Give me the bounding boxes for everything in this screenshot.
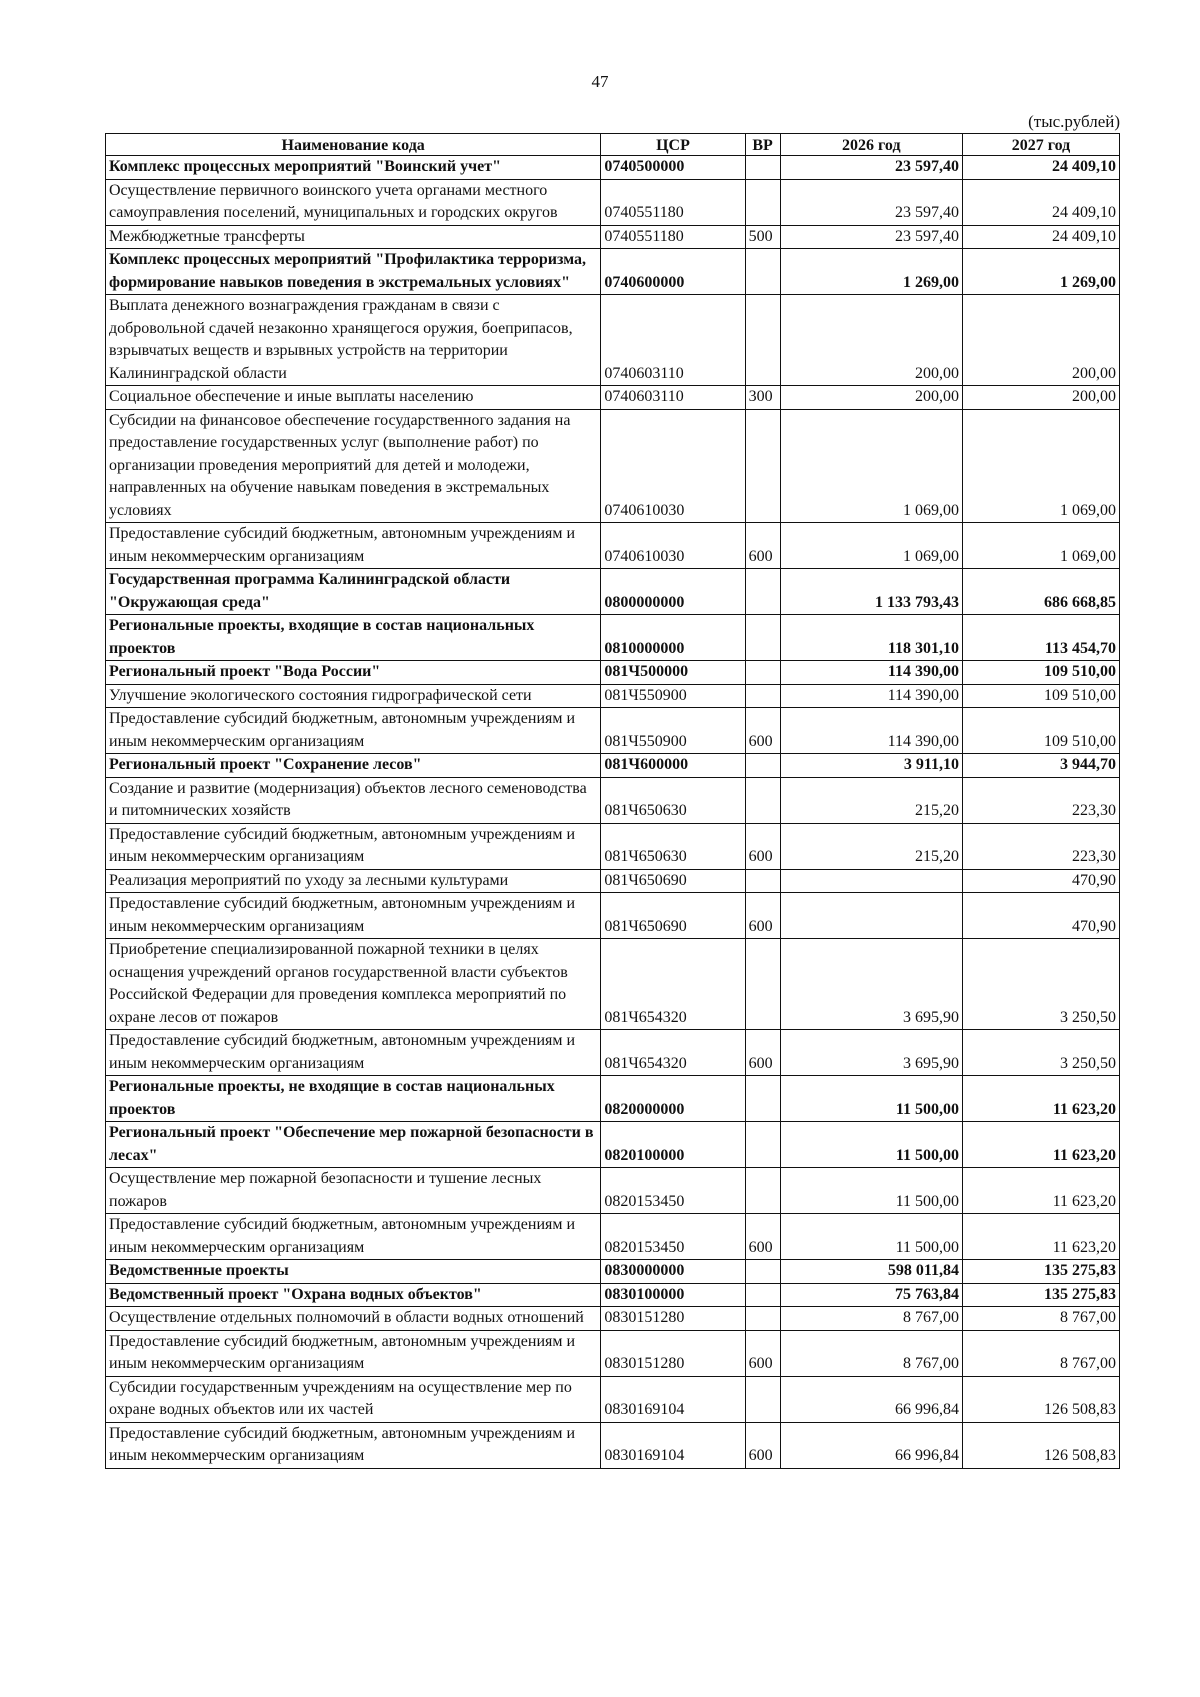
row-2027-cell: 223,30	[963, 823, 1120, 869]
row-2027-cell: 11 623,20	[963, 1168, 1120, 1214]
row-2027-cell: 200,00	[963, 386, 1120, 410]
row-2026-cell: 1 133 793,43	[780, 569, 962, 615]
row-name-cell: Предоставление субсидий бюджетным, автономным учреждениям и иным некоммерческим организациям	[106, 1330, 601, 1376]
table-row	[106, 777, 1120, 823]
row-vr-cell: 600	[745, 1422, 780, 1468]
row-2027-cell: 8 767,00	[963, 1307, 1120, 1331]
row-vr-cell	[745, 939, 780, 1030]
row-name-cell: Региональные проекты, не входящие в состав национальных проектов	[106, 1076, 601, 1122]
row-name-cell: Субсидии государственным учреждениям на осуществление мер по охране водных объектов или их частей	[106, 1376, 601, 1422]
row-2027-cell: 470,90	[963, 893, 1120, 939]
row-2027-cell: 24 409,10	[963, 225, 1120, 249]
row-csr-cell: 0800000000	[601, 569, 745, 615]
row-csr-cell: 0820000000	[601, 1076, 745, 1122]
row-2026-cell: 75 763,84	[780, 1283, 962, 1307]
row-name-cell: Предоставление субсидий бюджетным, автономным учреждениям и иным некоммерческим организациям	[106, 823, 601, 869]
table-row	[106, 869, 1120, 893]
row-vr-cell	[745, 869, 780, 893]
row-name-cell: Предоставление субсидий бюджетным, автономным учреждениям и иным некоммерческим организациям	[106, 1214, 601, 1260]
row-csr-cell: 0830151280	[601, 1330, 745, 1376]
row-name-cell: Приобретение специализированной пожарной техники в целях оснащения учреждений органов государственной власти субъектов Российской Федерации для проведения комплекса мероприятий по охране лесов от пожаров	[106, 939, 601, 1030]
row-csr-cell: 0820100000	[601, 1122, 745, 1168]
row-name-cell: Реализация мероприятий по уходу за лесными культурами	[106, 869, 601, 893]
row-vr-cell	[745, 777, 780, 823]
table-row	[106, 615, 1120, 661]
row-2026-cell: 8 767,00	[780, 1307, 962, 1331]
row-name-cell: Региональный проект "Обеспечение мер пожарной безопасности в лесах"	[106, 1122, 601, 1168]
table-row	[106, 708, 1120, 754]
row-vr-cell	[745, 1283, 780, 1307]
row-csr-cell: 0810000000	[601, 615, 745, 661]
row-csr-cell: 081Ч650630	[601, 777, 745, 823]
row-2026-cell: 1 269,00	[780, 249, 962, 295]
row-vr-cell: 600	[745, 893, 780, 939]
row-2027-cell: 135 275,83	[963, 1260, 1120, 1284]
row-2026-cell: 3 695,90	[780, 1030, 962, 1076]
row-csr-cell: 0740500000	[601, 156, 745, 180]
table-row	[106, 1422, 1120, 1468]
row-name-cell: Региональный проект "Сохранение лесов"	[106, 754, 601, 778]
row-vr-cell	[745, 1168, 780, 1214]
row-2026-cell: 200,00	[780, 295, 962, 386]
row-2026-cell: 3 911,10	[780, 754, 962, 778]
table-row	[106, 1030, 1120, 1076]
row-csr-cell: 0830151280	[601, 1307, 745, 1331]
row-vr-cell: 600	[745, 823, 780, 869]
row-name-cell: Выплата денежного вознаграждения гражданам в связи с добровольной сдачей незаконно хранящегося оружия, боеприпасов, взрывчатых веществ и взрывных устройств на территории Калининградской области	[106, 295, 601, 386]
table-row	[106, 893, 1120, 939]
row-vr-cell: 500	[745, 225, 780, 249]
row-name-cell: Социальное обеспечение и иные выплаты населению	[106, 386, 601, 410]
row-2026-cell: 598 011,84	[780, 1260, 962, 1284]
row-csr-cell: 081Ч650630	[601, 823, 745, 869]
row-2026-cell	[780, 893, 962, 939]
row-csr-cell: 081Ч550900	[601, 708, 745, 754]
row-name-cell: Ведомственные проекты	[106, 1260, 601, 1284]
row-name-cell: Государственная программа Калининградской области "Окружающая среда"	[106, 569, 601, 615]
row-2026-cell: 1 069,00	[780, 409, 962, 523]
row-2027-cell: 24 409,10	[963, 179, 1120, 225]
row-csr-cell: 0830100000	[601, 1283, 745, 1307]
row-csr-cell: 081Ч550900	[601, 684, 745, 708]
table-row	[106, 1260, 1120, 1284]
row-name-cell: Осуществление мер пожарной безопасности и тушение лесных пожаров	[106, 1168, 601, 1214]
row-2026-cell: 66 996,84	[780, 1376, 962, 1422]
header-csr: ЦСР	[601, 134, 745, 156]
table-row	[106, 569, 1120, 615]
row-2026-cell: 23 597,40	[780, 225, 962, 249]
row-vr-cell	[745, 615, 780, 661]
row-2027-cell: 3 944,70	[963, 754, 1120, 778]
row-2027-cell: 1 069,00	[963, 409, 1120, 523]
row-csr-cell: 0740603110	[601, 386, 745, 410]
table-row	[106, 1168, 1120, 1214]
row-vr-cell	[745, 754, 780, 778]
row-2026-cell: 215,20	[780, 823, 962, 869]
row-name-cell: Субсидии на финансовое обеспечение государственного задания на предоставление государственных услуг (выполнение работ) по организации проведения мероприятий для детей и молодежи, направленных на обучение навыкам поведения в экстремальных условиях	[106, 409, 601, 523]
row-2027-cell: 126 508,83	[963, 1422, 1120, 1468]
row-name-cell: Предоставление субсидий бюджетным, автономным учреждениям и иным некоммерческим организациям	[106, 1422, 601, 1468]
row-2026-cell: 1 069,00	[780, 523, 962, 569]
row-2026-cell	[780, 869, 962, 893]
row-2027-cell: 3 250,50	[963, 939, 1120, 1030]
row-csr-cell: 0740610030	[601, 409, 745, 523]
row-2026-cell: 3 695,90	[780, 939, 962, 1030]
row-csr-cell: 0740551180	[601, 225, 745, 249]
table-row	[106, 523, 1120, 569]
row-csr-cell: 0740600000	[601, 249, 745, 295]
row-2026-cell: 23 597,40	[780, 156, 962, 180]
row-vr-cell	[745, 179, 780, 225]
row-2026-cell: 11 500,00	[780, 1076, 962, 1122]
row-vr-cell	[745, 156, 780, 180]
row-2026-cell: 215,20	[780, 777, 962, 823]
row-2026-cell: 11 500,00	[780, 1214, 962, 1260]
row-2027-cell: 470,90	[963, 869, 1120, 893]
row-2027-cell: 113 454,70	[963, 615, 1120, 661]
row-name-cell: Ведомственный проект "Охрана водных объектов"	[106, 1283, 601, 1307]
row-csr-cell: 0830169104	[601, 1376, 745, 1422]
row-2026-cell: 200,00	[780, 386, 962, 410]
table-row	[106, 1214, 1120, 1260]
row-2027-cell: 8 767,00	[963, 1330, 1120, 1376]
table-row	[106, 1122, 1120, 1168]
budget-table	[105, 133, 1120, 1469]
header-2027: 2027 год	[963, 134, 1120, 156]
row-2026-cell: 11 500,00	[780, 1122, 962, 1168]
row-csr-cell: 081Ч600000	[601, 754, 745, 778]
row-2027-cell: 1 069,00	[963, 523, 1120, 569]
row-vr-cell	[745, 1260, 780, 1284]
row-2026-cell: 66 996,84	[780, 1422, 962, 1468]
row-2027-cell: 200,00	[963, 295, 1120, 386]
row-2027-cell: 223,30	[963, 777, 1120, 823]
table-row	[106, 225, 1120, 249]
unit-label: (тыс.рублей)	[1028, 112, 1120, 131]
row-vr-cell	[745, 569, 780, 615]
row-2027-cell: 126 508,83	[963, 1376, 1120, 1422]
row-csr-cell: 081Ч654320	[601, 939, 745, 1030]
row-vr-cell	[745, 684, 780, 708]
table-row	[106, 1076, 1120, 1122]
row-vr-cell	[745, 249, 780, 295]
table-row	[106, 1283, 1120, 1307]
row-csr-cell: 081Ч654320	[601, 1030, 745, 1076]
row-2026-cell: 114 390,00	[780, 661, 962, 685]
row-name-cell: Предоставление субсидий бюджетным, автономным учреждениям и иным некоммерческим организациям	[106, 893, 601, 939]
row-csr-cell: 0740551180	[601, 179, 745, 225]
table-row	[106, 249, 1120, 295]
row-csr-cell: 081Ч650690	[601, 893, 745, 939]
row-name-cell: Осуществление отдельных полномочий в области водных отношений	[106, 1307, 601, 1331]
table-row	[106, 295, 1120, 386]
row-vr-cell: 600	[745, 1330, 780, 1376]
table-row	[106, 1330, 1120, 1376]
row-csr-cell: 081Ч650690	[601, 869, 745, 893]
row-2026-cell: 118 301,10	[780, 615, 962, 661]
row-name-cell: Улучшение экологического состояния гидрографической сети	[106, 684, 601, 708]
row-csr-cell: 0740603110	[601, 295, 745, 386]
row-name-cell: Комплекс процессных мероприятий "Профилактика терроризма, формирование навыков поведения в экстремальных условиях"	[106, 249, 601, 295]
row-2026-cell: 8 767,00	[780, 1330, 962, 1376]
row-csr-cell: 0830169104	[601, 1422, 745, 1468]
row-vr-cell: 300	[745, 386, 780, 410]
header-2026: 2026 год	[780, 134, 962, 156]
row-csr-cell: 0820153450	[601, 1168, 745, 1214]
row-csr-cell: 0830000000	[601, 1260, 745, 1284]
row-name-cell: Осуществление первичного воинского учета органами местного самоуправления поселений, муниципальных и городских округов	[106, 179, 601, 225]
row-2026-cell: 23 597,40	[780, 179, 962, 225]
header-name: Наименование кода	[106, 134, 601, 156]
row-2027-cell: 109 510,00	[963, 684, 1120, 708]
row-vr-cell: 600	[745, 523, 780, 569]
row-name-cell: Предоставление субсидий бюджетным, автономным учреждениям и иным некоммерческим организациям	[106, 523, 601, 569]
row-2026-cell: 114 390,00	[780, 684, 962, 708]
table-row	[106, 754, 1120, 778]
row-vr-cell: 600	[745, 1214, 780, 1260]
row-2027-cell: 1 269,00	[963, 249, 1120, 295]
table-header-row	[106, 134, 1120, 156]
row-name-cell: Региональный проект "Вода России"	[106, 661, 601, 685]
row-name-cell: Региональные проекты, входящие в состав национальных проектов	[106, 615, 601, 661]
row-vr-cell	[745, 1076, 780, 1122]
table-row	[106, 823, 1120, 869]
row-name-cell: Предоставление субсидий бюджетным, автономным учреждениям и иным некоммерческим организациям	[106, 708, 601, 754]
row-name-cell: Предоставление субсидий бюджетным, автономным учреждениям и иным некоммерческим организациям	[106, 1030, 601, 1076]
row-vr-cell	[745, 409, 780, 523]
row-name-cell: Комплекс процессных мероприятий "Воинский учет"	[106, 156, 601, 180]
header-vr: ВР	[745, 134, 780, 156]
table-row	[106, 661, 1120, 685]
row-csr-cell: 081Ч500000	[601, 661, 745, 685]
row-vr-cell	[745, 1122, 780, 1168]
row-2027-cell: 135 275,83	[963, 1283, 1120, 1307]
page-number: 47	[591, 72, 609, 91]
table-row	[106, 179, 1120, 225]
row-vr-cell	[745, 661, 780, 685]
table-row	[106, 156, 1120, 180]
table-row	[106, 1376, 1120, 1422]
row-vr-cell: 600	[745, 1030, 780, 1076]
table-row	[106, 386, 1120, 410]
row-2027-cell: 686 668,85	[963, 569, 1120, 615]
row-csr-cell: 0740610030	[601, 523, 745, 569]
table-row	[106, 684, 1120, 708]
table-row	[106, 939, 1120, 1030]
row-vr-cell	[745, 1376, 780, 1422]
row-2027-cell: 11 623,20	[963, 1214, 1120, 1260]
row-2027-cell: 109 510,00	[963, 661, 1120, 685]
row-2026-cell: 114 390,00	[780, 708, 962, 754]
table-row	[106, 409, 1120, 523]
row-vr-cell	[745, 1307, 780, 1331]
table-row	[106, 1307, 1120, 1331]
row-2027-cell: 24 409,10	[963, 156, 1120, 180]
row-2027-cell: 11 623,20	[963, 1122, 1120, 1168]
row-vr-cell	[745, 295, 780, 386]
row-2027-cell: 11 623,20	[963, 1076, 1120, 1122]
row-csr-cell: 0820153450	[601, 1214, 745, 1260]
row-name-cell: Межбюджетные трансферты	[106, 225, 601, 249]
row-2027-cell: 109 510,00	[963, 708, 1120, 754]
row-2027-cell: 3 250,50	[963, 1030, 1120, 1076]
row-vr-cell: 600	[745, 708, 780, 754]
row-name-cell: Создание и развитие (модернизация) объектов лесного семеноводства и питомнических хозяйств	[106, 777, 601, 823]
row-2026-cell: 11 500,00	[780, 1168, 962, 1214]
